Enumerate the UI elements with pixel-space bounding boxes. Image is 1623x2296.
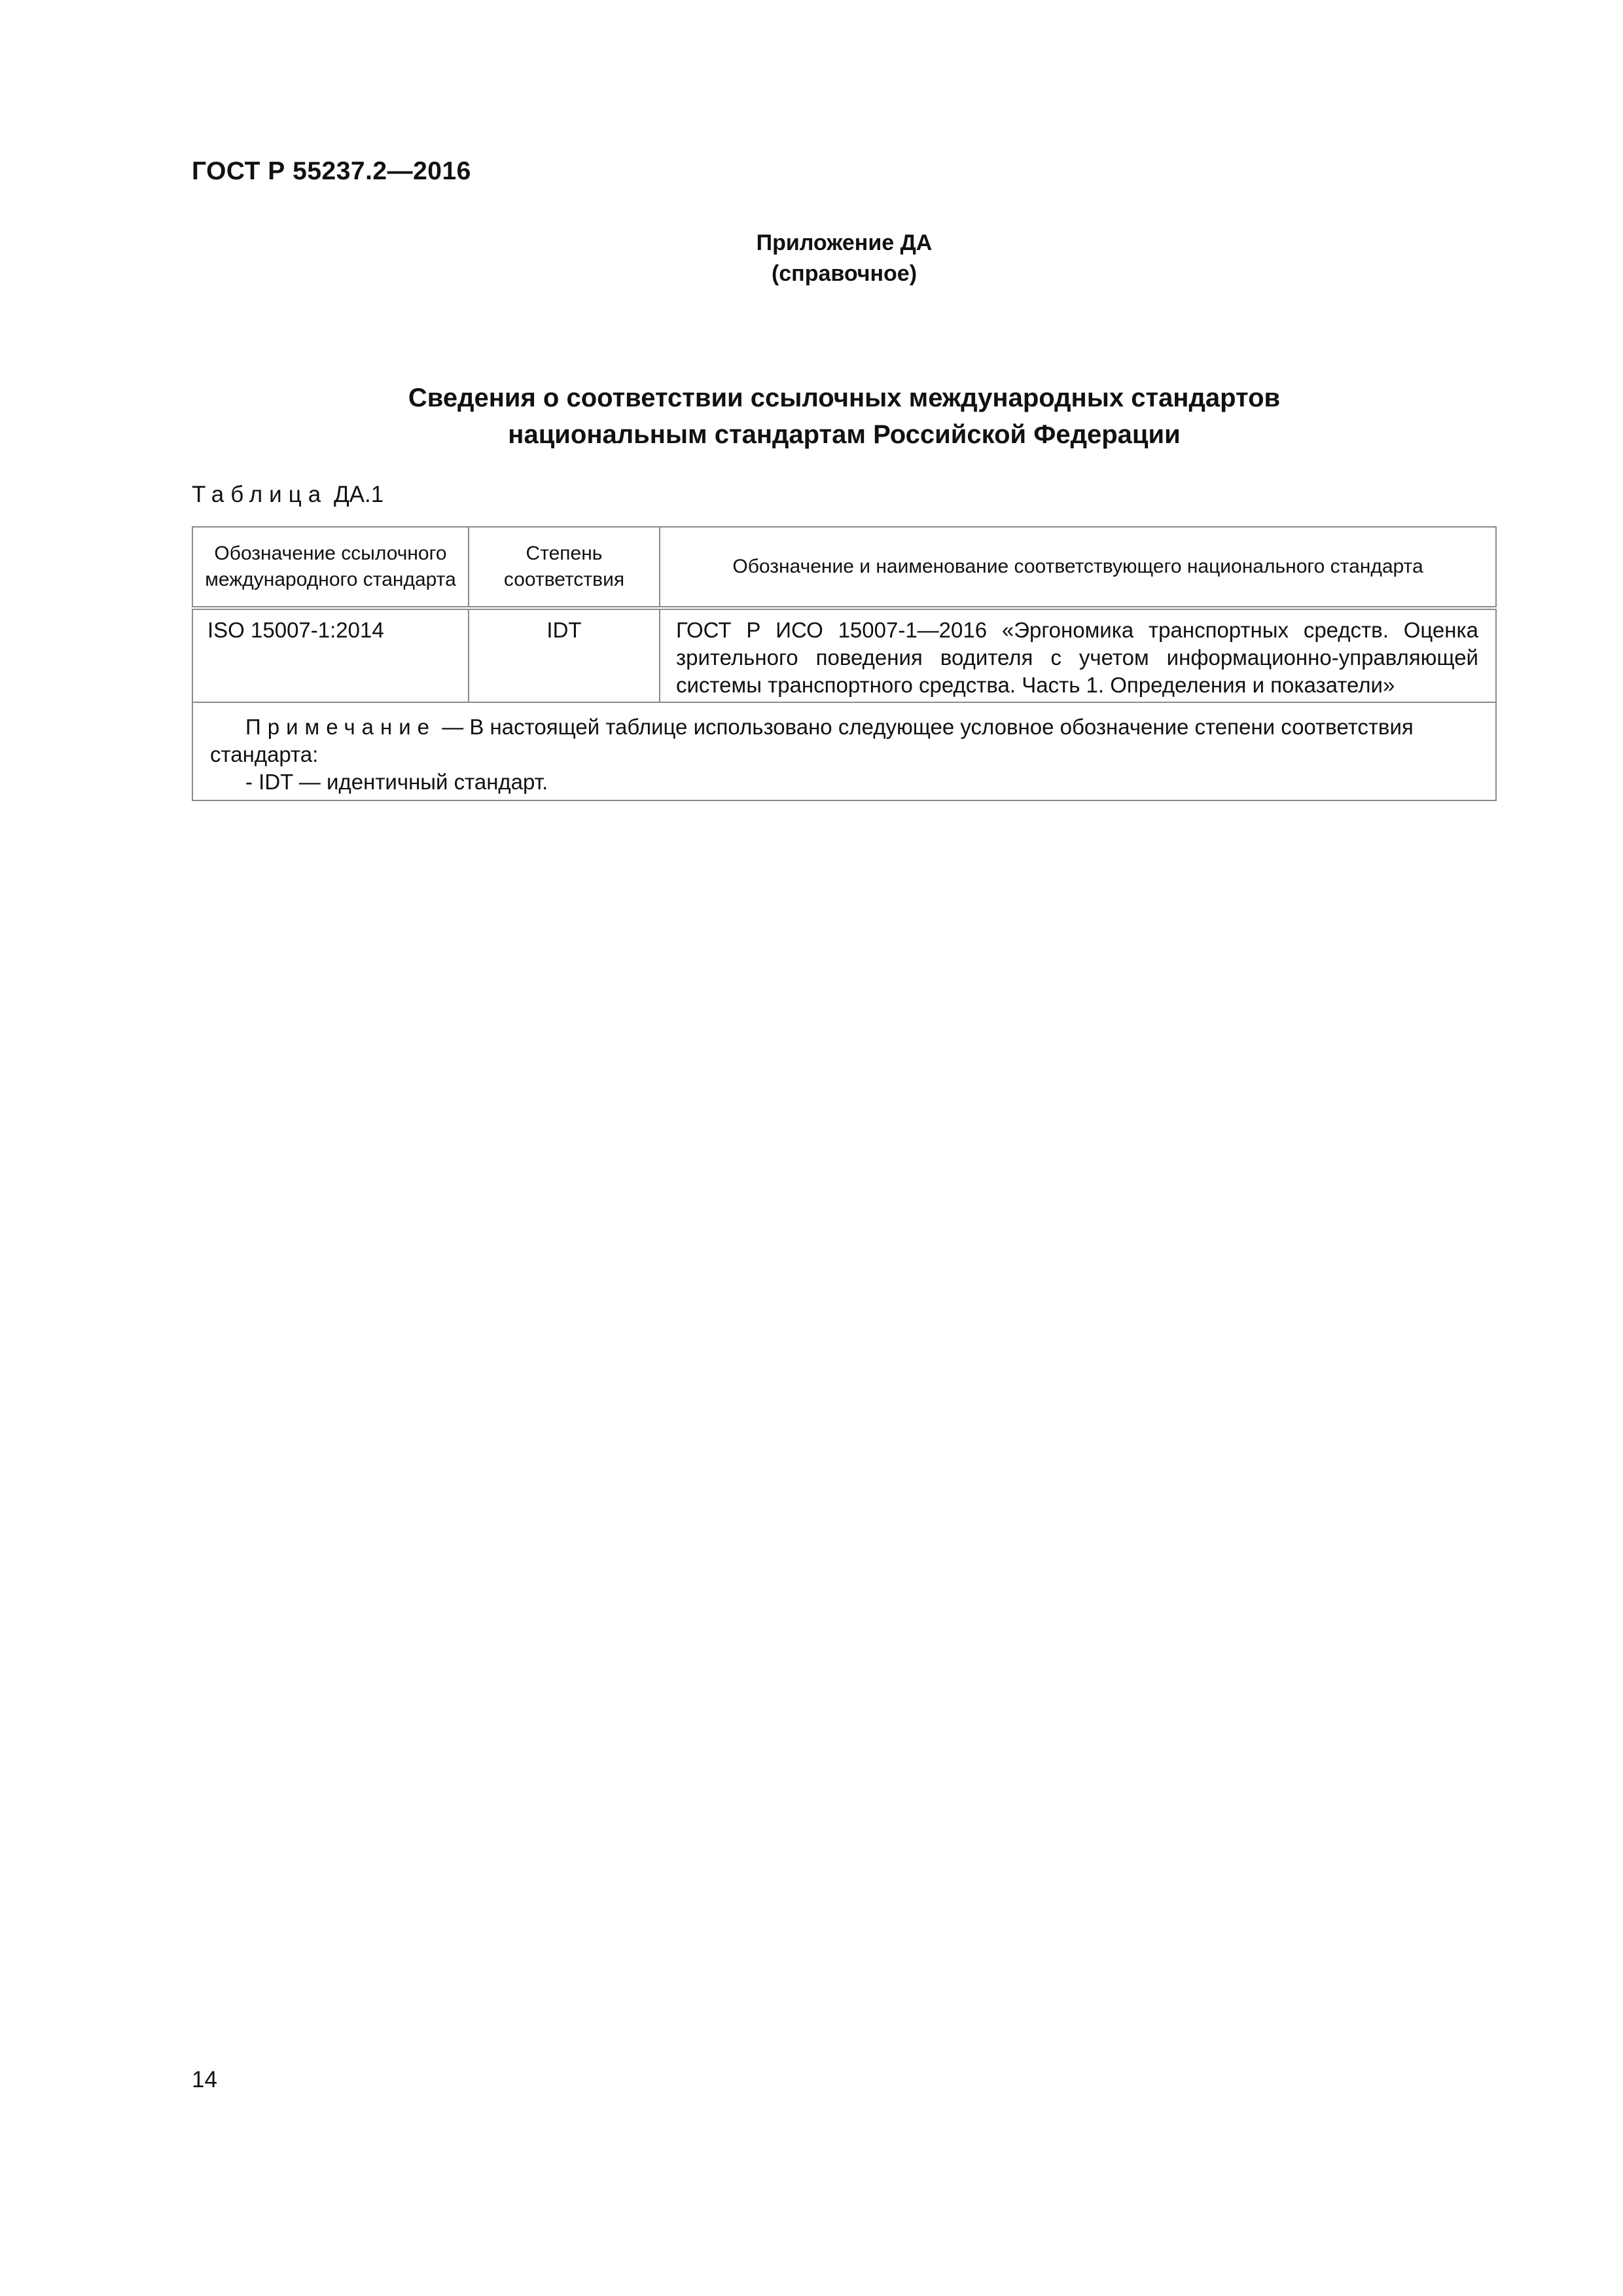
page-number: 14 <box>192 2067 217 2092</box>
table-caption-word: Таблица <box>192 482 328 507</box>
document-code: ГОСТ Р 55237.2—2016 <box>192 157 471 185</box>
cell-national-standard: ГОСТ Р ИСО 15007-1—2016 «Эргономика транспортных средств. Оценка зрительного поведения водителя с учетом информационно-управляющей системы транспортного средства. Часть 1. Определения и показатели» <box>660 608 1496 702</box>
section-title-line1: Сведения о соответствии ссылочных международных стандартов <box>408 384 1281 412</box>
table-row <box>192 608 1496 702</box>
appendix-title: Приложение ДА <box>756 230 933 255</box>
correspondence-table <box>192 526 1497 801</box>
header-degree: Степень соответствия <box>469 527 660 608</box>
cell-degree: IDT <box>469 608 660 702</box>
appendix-status: (справочное) <box>771 261 918 286</box>
table-caption <box>192 482 383 508</box>
note-text: — В настоящей таблице использовано следующее условное обозначение степени соответствия стандарта: <box>210 715 1414 766</box>
appendix-heading <box>0 228 1623 289</box>
section-title <box>0 380 1623 453</box>
table-note <box>192 702 1496 800</box>
table-header-row <box>192 527 1496 608</box>
table-note-row <box>192 702 1496 800</box>
table-caption-id: ДА.1 <box>333 482 384 507</box>
note-label: Примечание <box>245 715 437 739</box>
section-title-line2: национальным стандартам Российской Федерации <box>508 420 1181 449</box>
header-national-standard: Обозначение и наименование соответствующего национального стандарта <box>660 527 1496 608</box>
header-intl-standard: Обозначение ссылочного международного стандарта <box>192 527 469 608</box>
note-item-idt: - IDT — идентичный стандарт. <box>245 770 548 794</box>
cell-intl-standard: ISO 15007-1:2014 <box>192 608 469 702</box>
